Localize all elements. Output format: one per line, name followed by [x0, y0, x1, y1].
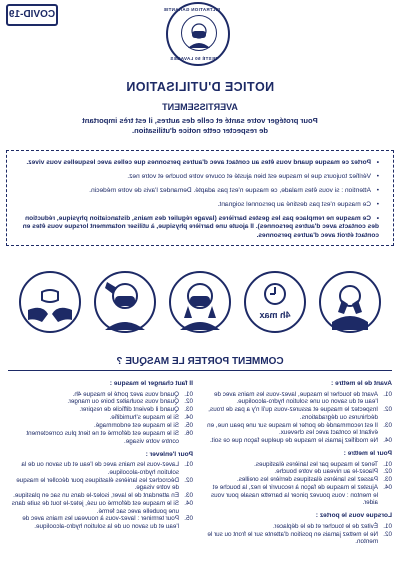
remove-title: Pour l'enlever : [145, 450, 193, 458]
list-item: 01. Évitez de le toucher et de le déplacer. [272, 522, 392, 530]
rule-item: •Ce masque n'est pas destiné au personnel soignant. [217, 201, 379, 208]
seal-top-text: FILTRATION GARANTIE [163, 7, 220, 12]
list-item: 03. Quand il devient difficile de respirer. [79, 406, 193, 414]
list-item: 05. Si le masque est endommagé. [93, 422, 193, 430]
rule-item: •Attention : si vous êtes malade, ce masque n'est pas adapté. Demandez l'avis de votre médecin. [89, 187, 379, 194]
seal-bottom-text: TESTÉ 50 LAVAGES [170, 56, 218, 61]
put-title: Pour le mettre : [343, 449, 392, 457]
left-column [207, 380, 392, 546]
rule-item: •Portez ce masque quand vous êtes au contact avec d'autres personnes que celles avec lesquelles vous vivez. [26, 159, 379, 166]
rules-box [6, 150, 394, 246]
list-item: 06. Si le masque est déformé et ne tient plus correctement contre votre visage. [26, 430, 193, 445]
warning-text: Pour protéger votre santé et celle des autres, il est très important de respecter cette notice d'utilisation. [82, 116, 318, 135]
four-hours-label: 4h max [259, 310, 291, 320]
list-item: 02. Ne le mettez jamais en position d'attente sur le front ou sur le menton. [207, 530, 392, 546]
wear-four-hours-icon [243, 270, 307, 334]
rule-item: •Vérifiez toujours que le masque est bien ajusté et couvre votre bouche et votre nez. [127, 173, 379, 180]
list-item: 01. Tenez le masque par les lanières élastiques. [254, 460, 392, 468]
list-item: 04. Ajustez le masque de façon à recouvrir le nez, la bouche et le menton : vous pouvez pincer la barrette nasale pour vous aider. [211, 484, 392, 507]
list-item: 02. Placez-le au niveau de votre bouche. [274, 468, 392, 476]
mask-face-icon [168, 270, 232, 334]
before-title: Avant de le mettre : [331, 380, 392, 387]
list-item: 02. Inspectez le masque et assurez-vous qu'il n'y a pas de trous, déchirures ou dégradations. [208, 406, 392, 421]
list-item: 01. Avant de toucher le masque, lavez-vous les mains avec de l'eau et du savon ou une solution hydro-alcoolique. [213, 390, 392, 406]
list-item: 03. Il est recommandé de porter le masque sur une peau nue, en évitant le contact avec les cheveux. [207, 421, 392, 437]
list-item: 03. En attendant de le laver, isolez-le dans un sac en plastique. [13, 492, 193, 500]
list-item: 04. Si le masque s'humidifie. [109, 414, 193, 422]
warning-title: AVERTISSEMENT [162, 102, 238, 112]
covid-badge: COVID-19 [6, 4, 58, 26]
section-divider [8, 370, 392, 371]
list-item: 02. Décrochez les lanières élastiques pour décoller le masque de votre visage. [16, 476, 193, 492]
list-item: 05. Pour terminer : lavez-vous à nouveau les mains avec de l'eau et du savon ou de la solution hydro-alcoolique. [22, 515, 193, 531]
list-item: 04. Ne modifiez jamais le masque de quelque façon que ce soit. [209, 437, 392, 445]
page-title: NOTICE D'UTILISATION [125, 80, 275, 94]
wash-hands-icon [318, 270, 382, 334]
seal-face-icon [181, 15, 217, 51]
adjust-mask-icon [93, 270, 157, 334]
change-title: Il faut changer le masque : [109, 380, 193, 387]
list-item: 01. Quand vous avez porté le masque 4h. [72, 390, 193, 398]
wear-title: Lorsque vous le portez : [315, 512, 392, 520]
list-item: 02. Quand vous souhaitez boire ou manger. [67, 398, 193, 406]
list-item: 04. Si le masque est déformé ou usé, jetez-le tout de suite dans une poubelle avec sac fermé. [11, 499, 193, 515]
filtration-seal [163, 2, 230, 66]
howto-title: COMMENT PORTER LE MASQUE ? [116, 356, 284, 367]
remove-mask-icon [18, 270, 82, 334]
rule-item: •Ce masque ne remplace pas les gestes barrières (lavage régulier des mains, distanciation physique, réduction des contacts avec d'autres personnes). Il ajoute une barrière physique, à utiliser notamment lorsque vous êtes en contact étroit avec d'autres personnes. [22, 215, 379, 239]
list-item: 01. Lavez-vous les mains avec de l'eau et du savon ou de la solution hydro-alcoolique. [21, 461, 193, 476]
list-item: 03. Passez les lanières élastiques derrière les oreilles. [236, 476, 392, 484]
right-column [8, 380, 193, 531]
